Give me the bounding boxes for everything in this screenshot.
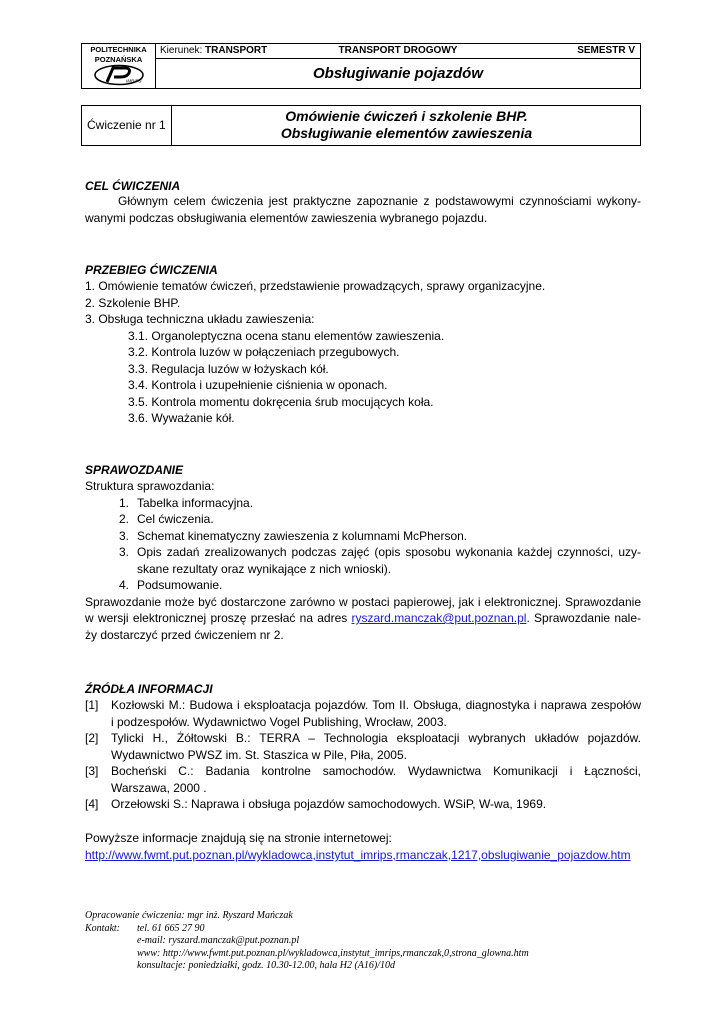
- przebieg-list: [85, 278, 545, 427]
- section-heading-zrodla: ŹRÓDŁA INFORMACJI: [85, 682, 213, 696]
- imrips-logo-icon: [93, 64, 145, 86]
- list-item: 2. Cel ćwiczenia.: [119, 512, 214, 526]
- przebieg-item: 2. Szkolenie BHP.: [85, 295, 181, 310]
- header-table: [81, 43, 641, 89]
- przebieg-subitem: 3.1. Organoleptyczna ocena stanu elementów zawieszenia.: [128, 328, 445, 343]
- kierunek-value: TRANSPORT: [205, 45, 268, 56]
- sprawozdanie-body: [85, 478, 641, 643]
- kierunek: Kierunek: TRANSPORT: [160, 45, 268, 56]
- exercise-title-line1: Omówienie ćwiczeń i szkolenie BHP.: [285, 108, 528, 124]
- specialization: TRANSPORT DROGOWY: [338, 45, 458, 56]
- reference-item: [2] Tylicki H., Żółtowski B.: TERRA – Technologia eksploatacji wybranych układów pojazdów. Wydawnictwo PWSZ im. St. Staszica w Pile, Piła, 2005.: [85, 731, 641, 762]
- exercise-table: [81, 105, 641, 146]
- list-item: 1. Tabelka informacyjna.: [119, 495, 254, 510]
- list-item: 3. Schemat kinematyczny zawieszenia z kolumnami McPherson.: [119, 528, 468, 543]
- footer-email: e-mail: ryszard.manczak@put.poznan.pl: [137, 935, 300, 946]
- sprawozdanie-p1: Sprawozdanie może być dostarczone zarówno w postaci papierowej, jak i elektronicznej. Sprawozdanie: [85, 594, 641, 609]
- university-logo: [82, 44, 156, 88]
- przebieg-subitem: 3.6. Wyważanie kół.: [128, 411, 235, 425]
- exercise-label: Ćwiczenie nr 1: [82, 106, 172, 145]
- section-heading-cel: CEL ĆWICZENIA: [85, 179, 181, 193]
- sprawozdanie-intro: Struktura sprawozdania:: [85, 479, 215, 493]
- email-link[interactable]: ryszard.manczak@put.poznan.pl: [351, 611, 527, 625]
- footer-author: Opracowanie ćwiczenia: mgr inż. Ryszard Mańczak: [85, 910, 293, 921]
- przebieg-subitem: 3.3. Regulacja luzów w łożyskach kół.: [128, 361, 329, 376]
- cel-paragraph: [85, 193, 641, 226]
- przebieg-subitem: 3.5. Kontrola momentu dokręcenia śrub mocujących koła.: [128, 394, 434, 409]
- przebieg-item: 1. Omówienie tematów ćwiczeń, przedstawienie prowadzących, sprawy organizacyjne.: [85, 279, 546, 293]
- section-heading-sprawozdanie: SPRAWOZDANIE: [85, 463, 184, 477]
- cel-line1: Głównym celem ćwiczenia jest praktyczne zapoznanie z podstawowymi czynnościami wykony-: [118, 194, 641, 208]
- footer-tel: tel. 61 665 27 90: [137, 922, 205, 934]
- sprawozdanie-p3: ży dostarczyć przed ćwiczeniem nr 2.: [85, 627, 284, 642]
- reference-item: [3] Bocheński C.: Badania kontrolne samochodów. Wydawnictwa Komunikacji i Łączności, Warszawa, 2000 .: [85, 764, 641, 795]
- exercise-title: [173, 108, 640, 142]
- sprawozdanie-p2: w wersji elektronicznej proszę przesłać na adres ryszard.manczak@put.poznan.pl. Sprawozdanie nale-: [85, 611, 642, 625]
- logo-line2: POZNAŃSKA: [94, 55, 143, 64]
- logo-line1: POLITECHNIKA: [90, 45, 147, 54]
- footer-konsultacje: konsultacje: poniedziałki, godz. 10.30-12.00, hala H2 (A16)/10d: [137, 960, 396, 971]
- web-link[interactable]: http://www.fwmt.put.poznan.pl/wykladowca,instytut_imrips,rmanczak,1217,obslugiwanie_pojazdow.htm: [85, 848, 631, 862]
- przebieg-subitem: 3.4. Kontrola i uzupełnienie ciśnienia w oponach.: [128, 378, 388, 392]
- list-item: 4. Podsumowanie.: [119, 578, 223, 592]
- footer: [85, 910, 645, 973]
- list-item: 3. Opis zadań zrealizowanych podczas zajęć (opis sposobu wykonania każdej czynności, uzy- skane rezultaty oraz wynikające z nich wnioski).: [119, 545, 641, 576]
- exercise-title-line2: Obsługiwanie elementów zawieszenia: [280, 125, 533, 141]
- semester: SEMESTR V: [577, 45, 635, 56]
- footer-www: www: http://www.fwmt.put.poznan.pl/wykladowca,instytut_imrips,rmanczak,0,strona_glowna.htm: [137, 947, 529, 959]
- sprawozdanie-list: [85, 495, 641, 594]
- logo-mark: IMRIPS: [125, 78, 142, 84]
- web-intro: Powyższe informacje znajdują się na stronie internetowej:: [85, 831, 392, 845]
- section-heading-przebieg: PRZEBIEG ĆWICZENIA: [85, 263, 218, 277]
- przebieg-sublist: [85, 328, 545, 427]
- reference-item: [4] Orzełowski S.: Naprawa i obsługa pojazdów samochodowych. WSiP, W-wa, 1969.: [85, 797, 547, 811]
- course-title: Obsługiwanie pojazdów: [312, 65, 483, 82]
- reference-item: [1] Kozłowski M.: Budowa i eksploatacja pojazdów. Tom II. Obsługa, diagnostyka i naprawa zespołów i podzespołów. Wydawnictwo Vogel Publishing, Wrocław, 2003.: [85, 698, 641, 729]
- przebieg-item: 3. Obsługa techniczna układu zawieszenia:: [85, 312, 315, 326]
- przebieg-subitem: 3.2. Kontrola luzów w połączeniach przegubowych.: [128, 345, 400, 359]
- references-list: [85, 697, 641, 813]
- cel-line2: wanymi podczas obsługiwania elementów zawieszenia wybranego pojazdu.: [85, 210, 488, 225]
- header-row-program: [156, 44, 640, 59]
- footer-contact: Kontakt: tel. 61 665 27 90: [85, 922, 205, 934]
